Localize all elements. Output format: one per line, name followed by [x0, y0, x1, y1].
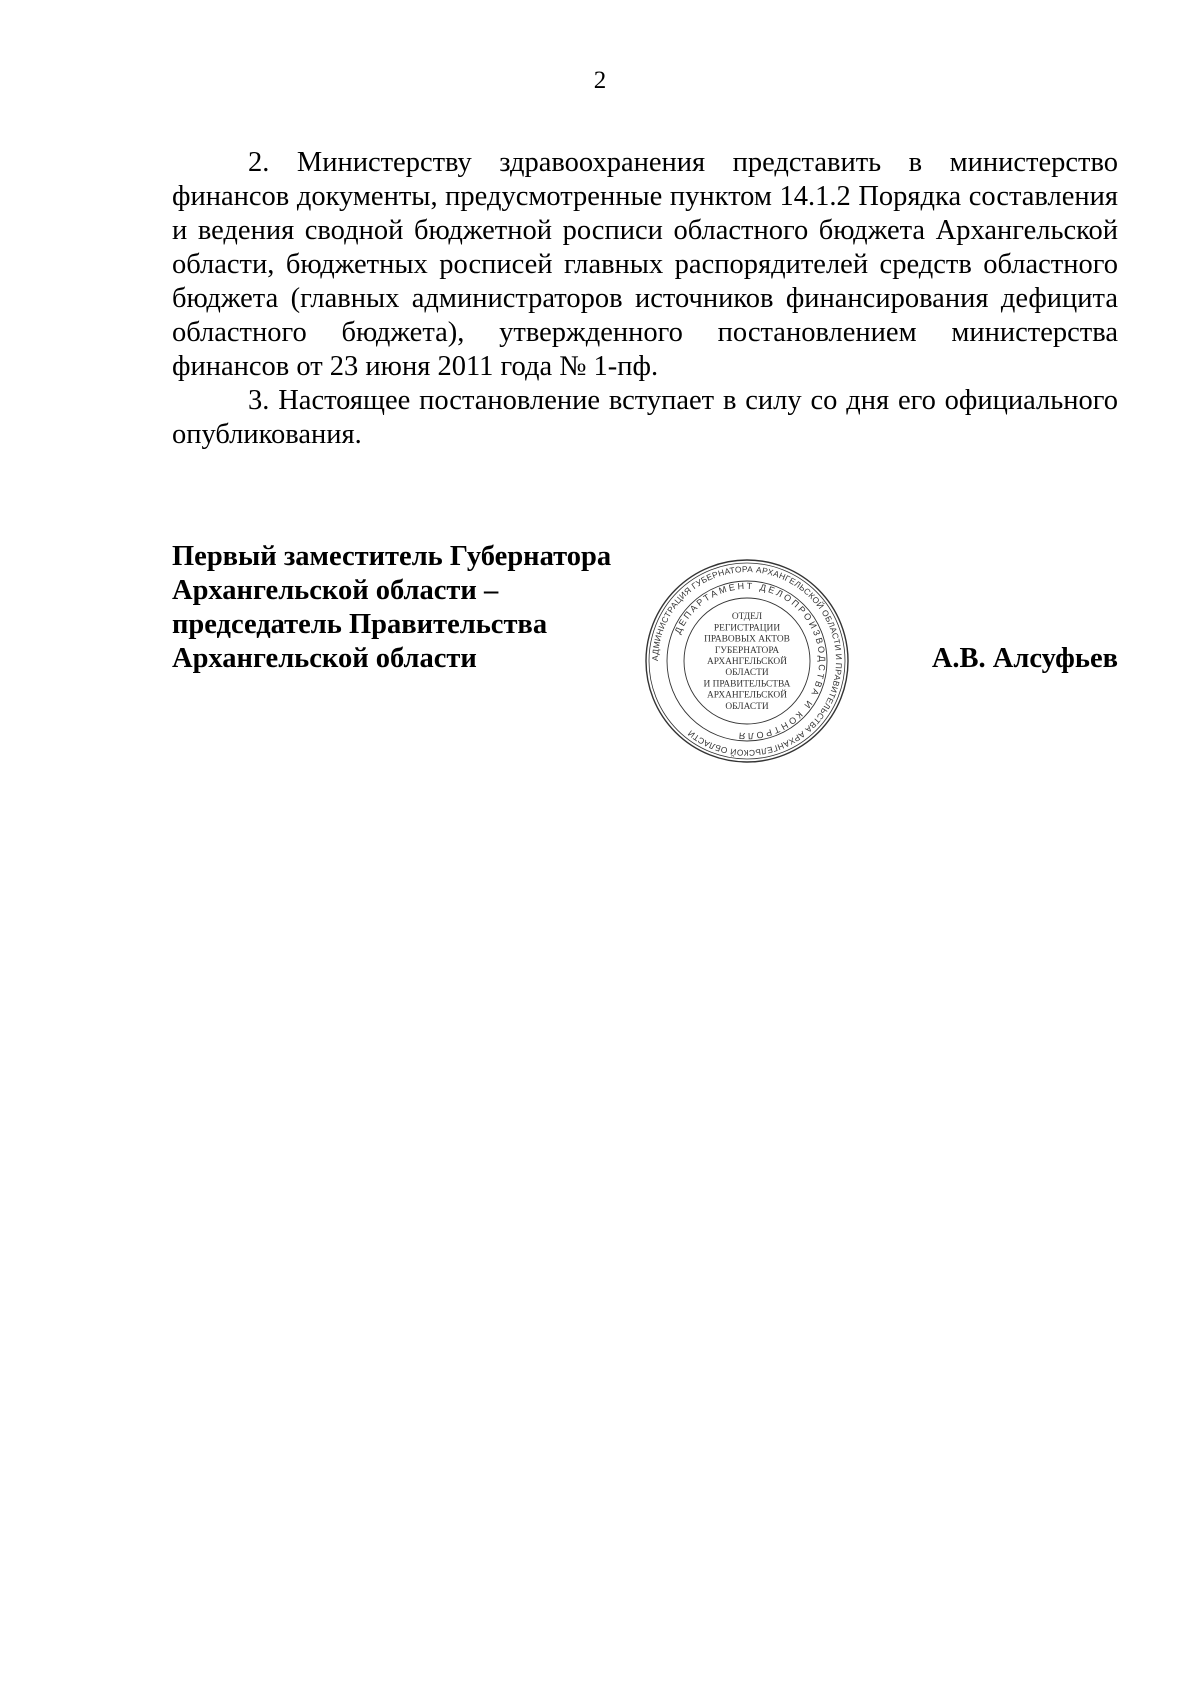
- signatory-position-line: председатель Правительства: [172, 609, 548, 640]
- svg-text:И ПРАВИТЕЛЬСТВА: И ПРАВИТЕЛЬСТВА: [703, 679, 791, 690]
- signatory-position-line: Первый заместитель Губернатора: [172, 541, 612, 572]
- svg-text:ОБЛАСТИ: ОБЛАСТИ: [725, 701, 769, 712]
- official-seal-stamp: [642, 556, 852, 766]
- seal-graphic: [642, 556, 852, 766]
- svg-text:ГУБЕРНАТОРА: ГУБЕРНАТОРА: [714, 645, 780, 656]
- svg-text:АРХАНГЕЛЬСКОЙ: АРХАНГЕЛЬСКОЙ: [707, 690, 787, 701]
- svg-text:ПРАВОВЫХ АКТОВ: ПРАВОВЫХ АКТОВ: [704, 634, 790, 645]
- signature-block: [172, 540, 1118, 770]
- paragraph-2: 2. Министерству здравоохранения представить в министерство финансов документы, предусмотренные пунктом 14.1.2 Порядка составления и ведения сводной бюджетной росписи областного бюджета Архангельской области, бюджетных росписей главных распорядителей средств областного бюджета (главных администраторов источников финансирования дефицита областного бюджета), утвержденного постановлением министерства финансов от 23 июня 2011 года № 1-пф.: [172, 147, 1118, 382]
- svg-text:РЕГИСТРАЦИИ: РЕГИСТРАЦИИ: [713, 623, 781, 634]
- svg-text:ОБЛАСТИ: ОБЛАСТИ: [725, 668, 769, 679]
- document-body: [172, 146, 1118, 452]
- signatory-position-line: Архангельской области: [172, 643, 477, 674]
- svg-text:АРХАНГЕЛЬСКОЙ: АРХАНГЕЛЬСКОЙ: [707, 657, 787, 667]
- page-number: 2: [593, 67, 607, 94]
- svg-text:АДМИНИСТРАЦИЯ ГУБЕРНАТОРА АРХА: АДМИНИСТРАЦИЯ ГУБЕРНАТОРА АРХАНГЕЛЬСКОЙ ОБЛАСТИ И ПРАВИТЕЛЬСТВА АРХАНГЕЛЬСКОЙ ОБЛАСТИ: [649, 563, 845, 759]
- signatory-position-line: Архангельской области –: [172, 575, 499, 606]
- signatory-name: А.В. Алсуфьев: [931, 643, 1118, 674]
- paragraph-3: 3. Настоящее постановление вступает в силу со дня его официального опубликования.: [172, 385, 1118, 450]
- signatory-position: [172, 540, 642, 676]
- svg-text:ДЕПАРТАМЕНТ ДЕЛОПРОИЗВОДСТВА И: ДЕПАРТАМЕНТ ДЕЛОПРОИЗВОДСТВА И КОНТРОЛЯ: [672, 580, 828, 742]
- svg-text:ОТДЕЛ: ОТДЕЛ: [731, 612, 763, 623]
